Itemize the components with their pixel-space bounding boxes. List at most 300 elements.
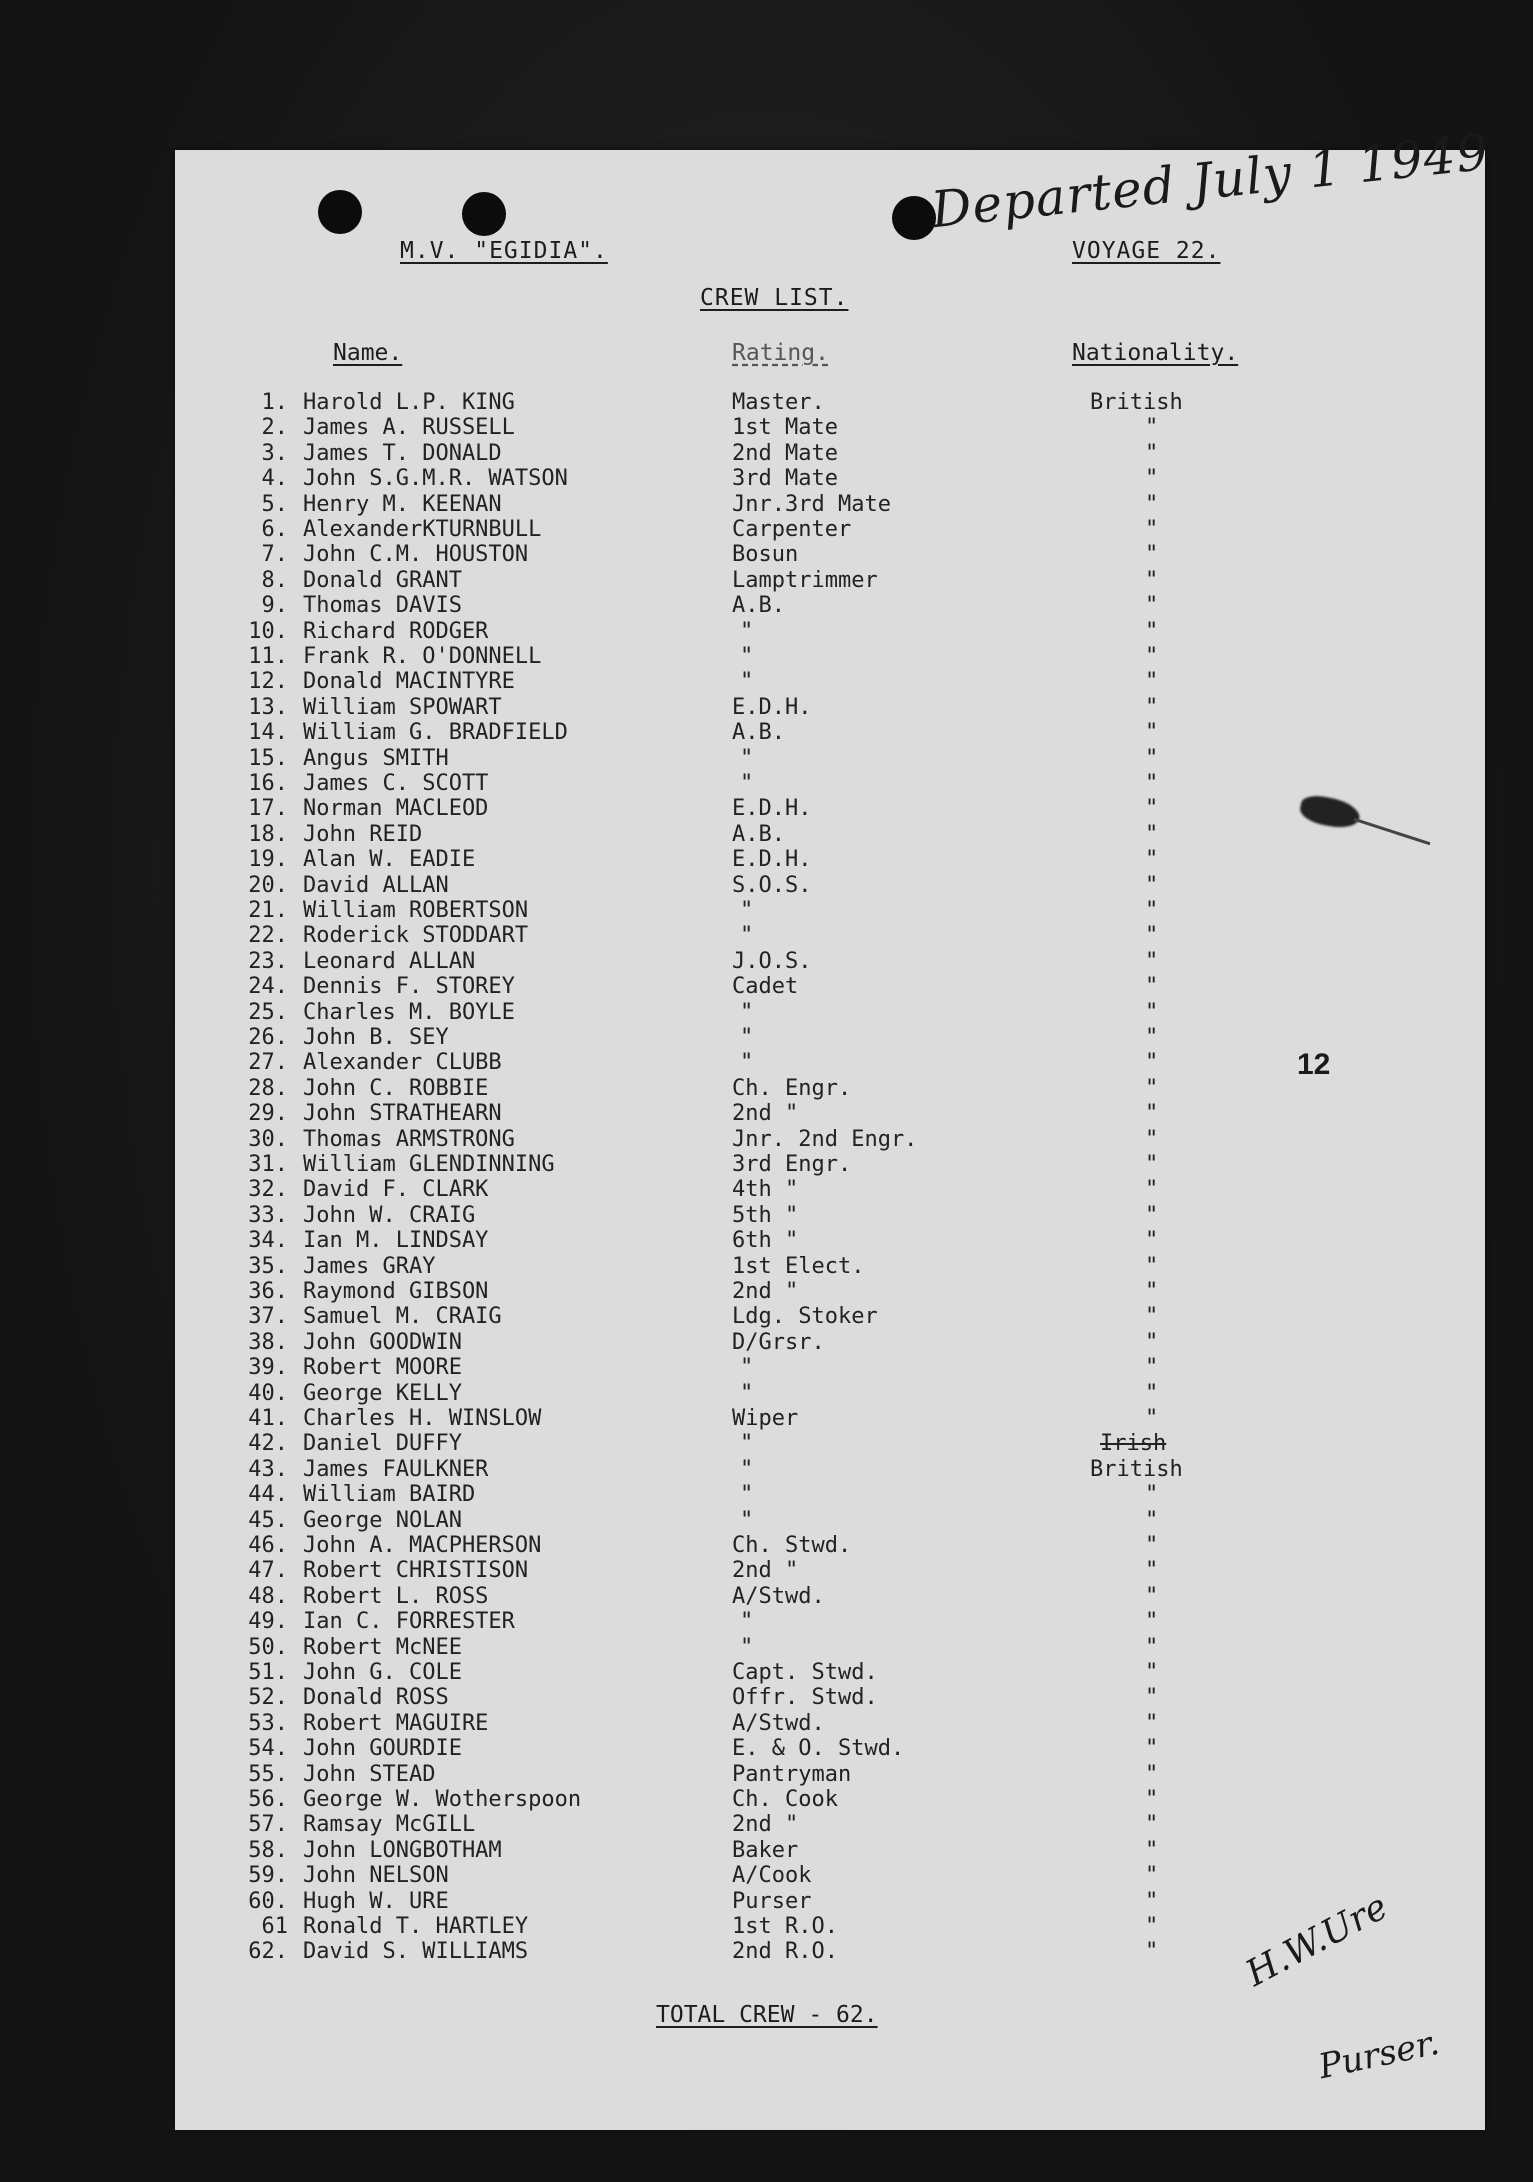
crew-number: 11. (248, 644, 288, 669)
crew-rating: 2nd " (732, 1279, 799, 1304)
crew-name: Thomas DAVIS (303, 593, 462, 619)
crew-number: 60. (248, 1888, 288, 1914)
crew-row (0, 1355, 1533, 1380)
crew-name: James A. RUSSELL (303, 415, 515, 441)
margin-page-number: 12 (1297, 1048, 1331, 1081)
crew-name: John S.G.M.R. WATSON (303, 466, 568, 492)
crew-row (0, 441, 1533, 466)
crew-name: John STEAD (303, 1761, 436, 1787)
crew-nationality: " (1145, 1482, 1159, 1508)
crew-rating: Lamptrimmer (732, 567, 878, 593)
crew-rating: Ch. Cook (732, 1787, 838, 1812)
crew-nationality: " (1145, 1152, 1159, 1177)
crew-row (0, 1635, 1533, 1660)
crew-rating: Ch. Stwd. (732, 1533, 852, 1558)
crew-nationality: " (1145, 1558, 1159, 1584)
crew-number: 31. (248, 1152, 288, 1177)
crew-name: Thomas ARMSTRONG (303, 1126, 515, 1152)
crew-number: 16. (248, 771, 288, 796)
crew-rating: 4th " (732, 1177, 799, 1203)
crew-number: 8. (261, 567, 288, 593)
crew-name: John GOODWIN (303, 1329, 462, 1355)
crew-number: 28. (248, 1075, 288, 1101)
crew-nationality: " (1145, 1279, 1159, 1304)
crew-rating: J.O.S. (732, 948, 812, 974)
column-header-rating: Rating. (732, 340, 829, 366)
crew-nationality: " (1145, 1939, 1159, 1965)
crew-row (0, 1609, 1533, 1634)
column-header-nationality: Nationality. (1072, 340, 1239, 366)
crew-number: 1. (261, 390, 288, 415)
crew-row (0, 1152, 1533, 1177)
crew-number: 33. (248, 1202, 288, 1228)
crew-nationality: " (1145, 1126, 1159, 1152)
crew-rating: " (740, 771, 754, 796)
crew-number: 37. (248, 1304, 288, 1330)
crew-number: 51. (248, 1660, 288, 1685)
crew-rating: Purser (732, 1888, 812, 1914)
crew-nationality: " (1145, 1025, 1159, 1050)
crew-name: David S. WILLIAMS (303, 1939, 529, 1965)
crew-name: William BAIRD (303, 1482, 476, 1508)
crew-name: John LONGBOTHAM (303, 1837, 502, 1863)
crew-number: 25. (248, 999, 288, 1025)
crew-row (0, 568, 1533, 593)
crew-rating: Wiper (732, 1406, 799, 1431)
crew-row (0, 492, 1533, 517)
crew-name: Charles M. BOYLE (303, 999, 515, 1025)
crew-nationality: " (1145, 1787, 1159, 1812)
crew-nationality: " (1145, 1380, 1159, 1406)
crew-nationality: " (1145, 720, 1159, 746)
crew-nationality: " (1145, 1888, 1159, 1914)
crew-row (0, 974, 1533, 999)
crew-nationality: " (1145, 567, 1159, 593)
crew-name: John B. SEY (303, 1025, 449, 1050)
crew-name: David ALLAN (303, 872, 449, 898)
crew-name: John W. CRAIG (303, 1202, 476, 1228)
crew-nationality: " (1145, 796, 1159, 822)
crew-nationality: " (1145, 1355, 1159, 1381)
crew-nationality: " (1145, 1736, 1159, 1762)
crew-rating: " (740, 1355, 754, 1381)
crew-rating: Cadet (732, 974, 799, 1000)
crew-rating: 3rd Engr. (732, 1152, 852, 1177)
crew-rating: Bosun (732, 542, 799, 568)
crew-row (0, 1203, 1533, 1228)
crew-nationality: " (1145, 593, 1159, 619)
crew-rating: 3rd Mate (732, 466, 838, 492)
crew-row (0, 669, 1533, 694)
crew-number: 32. (248, 1177, 288, 1203)
crew-number: 7. (261, 542, 288, 568)
crew-rating: 2nd R.O. (732, 1939, 838, 1965)
crew-name: Henry M. KEENAN (303, 491, 502, 517)
crew-nationality: " (1145, 1507, 1159, 1533)
crew-nationality: " (1145, 1533, 1159, 1558)
crew-number: 13. (248, 694, 288, 720)
column-header-name: Name. (333, 340, 403, 366)
crew-rating: E.D.H. (732, 847, 812, 873)
crew-row (0, 517, 1533, 542)
crew-number: 35. (248, 1253, 288, 1279)
crew-rating: Offr. Stwd. (732, 1685, 878, 1711)
crew-nationality: " (1145, 999, 1159, 1025)
crew-rating: E.D.H. (732, 796, 812, 822)
crew-row (0, 644, 1533, 669)
crew-rating: E.D.H. (732, 694, 812, 720)
crew-number: 2. (261, 415, 288, 441)
crew-rating: D/Grsr. (732, 1329, 825, 1355)
crew-number: 18. (248, 821, 288, 847)
crew-row (0, 1889, 1533, 1914)
crew-row (0, 695, 1533, 720)
crew-nationality: " (1145, 1075, 1159, 1101)
crew-nationality: " (1145, 1177, 1159, 1203)
crew-row (0, 1254, 1533, 1279)
crew-number: 19. (248, 847, 288, 873)
crew-number: 5. (261, 491, 288, 517)
crew-name: George KELLY (303, 1380, 462, 1406)
crew-nationality: " (1145, 771, 1159, 796)
crew-row (0, 822, 1533, 847)
crew-number: 14. (248, 720, 288, 746)
crew-nationality: " (1145, 1914, 1159, 1939)
crew-name: John C. ROBBIE (303, 1075, 489, 1101)
crew-nationality: British (1090, 390, 1183, 415)
crew-nationality: " (1145, 745, 1159, 771)
crew-rating: " (740, 1609, 754, 1635)
crew-nationality: " (1145, 694, 1159, 720)
crew-rating: " (740, 1507, 754, 1533)
crew-rating: " (740, 1482, 754, 1508)
crew-number: 17. (248, 796, 288, 822)
crew-name: Ronald T. HARTLEY (303, 1914, 529, 1939)
crew-nationality: " (1145, 1202, 1159, 1228)
crew-name: Raymond GIBSON (303, 1279, 489, 1304)
crew-row (0, 720, 1533, 745)
crew-row (0, 847, 1533, 872)
crew-nationality: " (1145, 415, 1159, 441)
crew-rating: Carpenter (732, 517, 852, 542)
crew-rating: 6th " (732, 1228, 799, 1254)
crew-name: George W. Wotherspoon (303, 1787, 582, 1812)
crew-number: 45. (248, 1507, 288, 1533)
crew-name: Richard RODGER (303, 618, 489, 644)
crew-name: John GOURDIE (303, 1736, 462, 1762)
crew-row (0, 466, 1533, 491)
crew-rating: A.B. (732, 720, 785, 746)
crew-rating: A.B. (732, 821, 785, 847)
crew-rating: Ldg. Stoker (732, 1304, 878, 1330)
crew-nationality: " (1145, 1837, 1159, 1863)
crew-number: 47. (248, 1558, 288, 1584)
punch-hole-1 (318, 190, 362, 234)
crew-name: John REID (303, 821, 423, 847)
crew-name: Robert CHRISTISON (303, 1558, 529, 1584)
purser-signature-title: Purser. (1315, 2022, 1443, 2088)
crew-name: Donald ROSS (303, 1685, 449, 1711)
crew-rating: A.B. (732, 593, 785, 619)
crew-nationality: " (1145, 847, 1159, 873)
crew-nationality: " (1145, 669, 1159, 695)
crew-number: 62. (248, 1939, 288, 1965)
crew-nationality: " (1145, 948, 1159, 974)
crew-row (0, 1330, 1533, 1355)
crew-nationality: " (1145, 491, 1159, 517)
crew-name: John NELSON (303, 1863, 449, 1889)
crew-row (0, 1533, 1533, 1558)
crew-name: John G. COLE (303, 1660, 462, 1685)
crew-name: William GLENDINNING (303, 1152, 555, 1177)
crew-row (0, 1863, 1533, 1888)
crew-nationality: " (1145, 1710, 1159, 1736)
crew-rating: 1st Mate (732, 415, 838, 441)
document-title: CREW LIST. (700, 285, 849, 311)
crew-rating: " (740, 669, 754, 695)
crew-nationality: " (1145, 1329, 1159, 1355)
crew-rating: Jnr.3rd Mate (732, 491, 891, 517)
crew-rating: Pantryman (732, 1761, 852, 1787)
crew-row (0, 1787, 1533, 1812)
crew-name: Alexander CLUBB (303, 1050, 502, 1076)
crew-number: 9. (261, 593, 288, 619)
crew-rating: 1st Elect. (732, 1253, 865, 1279)
crew-name: Roderick STODDART (303, 923, 529, 949)
crew-name: Charles H. WINSLOW (303, 1406, 542, 1431)
crew-name: Angus SMITH (303, 745, 449, 771)
crew-rating: " (740, 923, 754, 949)
crew-number: 44. (248, 1482, 288, 1508)
crew-nationality: " (1145, 1406, 1159, 1431)
crew-number: 58. (248, 1837, 288, 1863)
crew-row (0, 1406, 1533, 1431)
crew-name: James FAULKNER (303, 1456, 489, 1482)
crew-name: William G. BRADFIELD (303, 720, 568, 746)
ship-name: M.V. "EGIDIA". (400, 238, 608, 264)
purser-signature: H.W.Ure (1239, 1886, 1395, 1995)
crew-row (0, 390, 1533, 415)
crew-nationality: " (1145, 1812, 1159, 1838)
crew-number: 42. (248, 1431, 288, 1457)
crew-row (0, 1177, 1533, 1202)
crew-nationality: " (1145, 1583, 1159, 1609)
crew-row (0, 619, 1533, 644)
crew-row (0, 1279, 1533, 1304)
crew-rating: Jnr. 2nd Engr. (732, 1126, 918, 1152)
crew-rating: Ch. Engr. (732, 1075, 852, 1101)
crew-number: 50. (248, 1634, 288, 1660)
crew-rating: 1st R.O. (732, 1914, 838, 1939)
crew-name: Daniel DUFFY (303, 1431, 462, 1457)
crew-row (0, 415, 1533, 440)
crew-name: John STRATHEARN (303, 1101, 502, 1127)
crew-row (0, 593, 1533, 618)
crew-number: 61 (261, 1914, 288, 1939)
crew-number: 30. (248, 1126, 288, 1152)
crew-number: 15. (248, 745, 288, 771)
crew-rating: A/Cook (732, 1863, 812, 1889)
crew-name: John A. MACPHERSON (303, 1533, 542, 1558)
punch-hole-2 (462, 192, 506, 236)
punch-hole-3 (892, 196, 936, 240)
crew-name: William SPOWART (303, 694, 502, 720)
crew-rating: Master. (732, 390, 825, 415)
crew-name: William ROBERTSON (303, 898, 529, 923)
crew-number: 12. (248, 669, 288, 695)
crew-rating: Baker (732, 1837, 799, 1863)
crew-row (0, 923, 1533, 948)
crew-name: Dennis F. STOREY (303, 974, 515, 1000)
crew-rating: " (740, 618, 754, 644)
crew-name: Robert McNEE (303, 1634, 462, 1660)
crew-number: 59. (248, 1863, 288, 1889)
crew-rating: S.O.S. (732, 872, 812, 898)
crew-number: 53. (248, 1710, 288, 1736)
crew-nationality: " (1145, 974, 1159, 1000)
crew-rating: " (740, 1380, 754, 1406)
crew-row (0, 949, 1533, 974)
crew-number: 36. (248, 1279, 288, 1304)
crew-rating: " (740, 1456, 754, 1482)
crew-number: 52. (248, 1685, 288, 1711)
crew-nationality: " (1145, 1685, 1159, 1711)
crew-number: 54. (248, 1736, 288, 1762)
crew-number: 48. (248, 1583, 288, 1609)
crew-name: Ramsay McGILL (303, 1812, 476, 1838)
crew-rating: 5th " (732, 1202, 799, 1228)
crew-row (0, 1762, 1533, 1787)
crew-row (0, 542, 1533, 567)
crew-name: Leonard ALLAN (303, 948, 476, 974)
crew-number: 41. (248, 1406, 288, 1431)
crew-rating: " (740, 1634, 754, 1660)
crew-nationality: " (1145, 898, 1159, 923)
crew-name: Norman MACLEOD (303, 796, 489, 822)
crew-number: 4. (261, 466, 288, 492)
crew-row (0, 1584, 1533, 1609)
crew-nationality: " (1145, 1634, 1159, 1660)
crew-nationality: " (1145, 466, 1159, 492)
crew-number: 22. (248, 923, 288, 949)
crew-number: 55. (248, 1761, 288, 1787)
crew-row (0, 1660, 1533, 1685)
crew-name: Ian M. LINDSAY (303, 1228, 489, 1254)
crew-number: 23. (248, 948, 288, 974)
crew-number: 20. (248, 872, 288, 898)
crew-row (0, 1228, 1533, 1253)
crew-row (0, 1508, 1533, 1533)
crew-nationality: British (1090, 1456, 1183, 1482)
crew-row (0, 1101, 1533, 1126)
crew-rating: " (740, 644, 754, 669)
crew-number: 43. (248, 1456, 288, 1482)
crew-name: Harold L.P. KING (303, 390, 515, 415)
crew-name: Hugh W. URE (303, 1888, 449, 1914)
crew-row (0, 1482, 1533, 1507)
crew-row (0, 898, 1533, 923)
crew-nationality: " (1145, 821, 1159, 847)
crew-rating: " (740, 1025, 754, 1050)
crew-rating: 2nd " (732, 1812, 799, 1838)
crew-nationality: " (1145, 1761, 1159, 1787)
crew-nationality: Irish (1100, 1431, 1167, 1457)
crew-name: David F. CLARK (303, 1177, 489, 1203)
crew-nationality: " (1145, 1304, 1159, 1330)
crew-name: Samuel M. CRAIG (303, 1304, 502, 1330)
total-crew: TOTAL CREW - 62. (656, 2002, 878, 2028)
crew-nationality: " (1145, 618, 1159, 644)
crew-number: 34. (248, 1228, 288, 1254)
crew-number: 40. (248, 1380, 288, 1406)
crew-row (0, 1711, 1533, 1736)
crew-row (0, 771, 1533, 796)
crew-nationality: " (1145, 1863, 1159, 1889)
crew-name: Frank R. O'DONNELL (303, 644, 542, 669)
crew-nationality: " (1145, 1253, 1159, 1279)
crew-number: 10. (248, 618, 288, 644)
crew-nationality: " (1145, 542, 1159, 568)
crew-nationality: " (1145, 872, 1159, 898)
crew-rating: A/Stwd. (732, 1710, 825, 1736)
crew-nationality: " (1145, 923, 1159, 949)
crew-row (0, 1025, 1533, 1050)
crew-name: Donald GRANT (303, 567, 462, 593)
crew-number: 38. (248, 1329, 288, 1355)
crew-number: 21. (248, 898, 288, 923)
crew-rating: " (740, 745, 754, 771)
crew-name: Robert L. ROSS (303, 1583, 489, 1609)
crew-rating: " (740, 898, 754, 923)
handwritten-departure-note: Departed July 1 1949 (928, 122, 1492, 240)
crew-name: George NOLAN (303, 1507, 462, 1533)
crew-row (0, 1685, 1533, 1710)
crew-name: James T. DONALD (303, 440, 502, 466)
crew-row (0, 1431, 1533, 1456)
crew-number: 29. (248, 1101, 288, 1127)
crew-row (0, 1838, 1533, 1863)
crew-rating: 2nd Mate (732, 440, 838, 466)
crew-row (0, 1812, 1533, 1837)
crew-number: 57. (248, 1812, 288, 1838)
crew-number: 39. (248, 1355, 288, 1381)
crew-name: Donald MACINTYRE (303, 669, 515, 695)
crew-nationality: " (1145, 517, 1159, 542)
crew-rating: " (740, 1431, 754, 1457)
crew-name: Alan W. EADIE (303, 847, 476, 873)
crew-name: John C.M. HOUSTON (303, 542, 529, 568)
crew-row (0, 1304, 1533, 1329)
crew-number: 56. (248, 1787, 288, 1812)
crew-name: Ian C. FORRESTER (303, 1609, 515, 1635)
crew-rating: E. & O. Stwd. (732, 1736, 905, 1762)
crew-row (0, 1558, 1533, 1583)
crew-number: 3. (261, 440, 288, 466)
voyage-number: VOYAGE 22. (1072, 238, 1221, 264)
crew-rating: " (740, 1050, 754, 1076)
crew-name: Robert MAGUIRE (303, 1710, 489, 1736)
crew-rating: Capt. Stwd. (732, 1660, 878, 1685)
crew-row (0, 746, 1533, 771)
crew-name: Robert MOORE (303, 1355, 462, 1381)
crew-number: 49. (248, 1609, 288, 1635)
crew-rating: A/Stwd. (732, 1583, 825, 1609)
crew-row (0, 873, 1533, 898)
crew-nationality: " (1145, 644, 1159, 669)
crew-number: 6. (261, 517, 288, 542)
crew-nationality: " (1145, 1228, 1159, 1254)
crew-row (0, 1736, 1533, 1761)
